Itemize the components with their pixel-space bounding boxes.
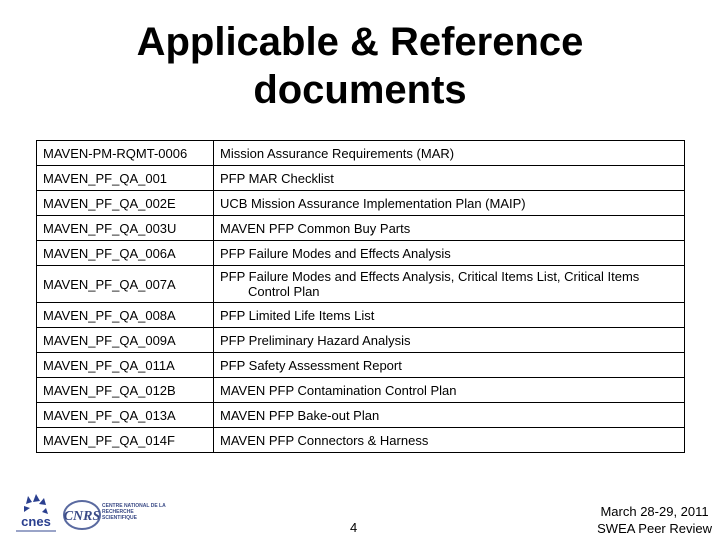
doc-id: MAVEN_PF_QA_011A xyxy=(37,353,214,378)
table-row xyxy=(37,191,685,216)
cnrs-logo xyxy=(62,495,172,537)
doc-title: PFP MAR Checklist xyxy=(214,166,685,191)
table-row xyxy=(37,303,685,328)
footer-info xyxy=(597,503,712,537)
doc-title: MAVEN PFP Contamination Control Plan xyxy=(214,378,685,403)
doc-title: PFP Preliminary Hazard Analysis xyxy=(214,328,685,353)
doc-title: PFP Limited Life Items List xyxy=(214,303,685,328)
doc-title-text: PFP Failure Modes and Effects Analysis, Critical Items List, Critical Items Control Plan xyxy=(220,269,640,299)
table-row xyxy=(37,166,685,191)
cnrs-logo-text: CNRS xyxy=(63,509,101,524)
doc-id: MAVEN_PF_QA_008A xyxy=(37,303,214,328)
table-row xyxy=(37,403,685,428)
doc-title xyxy=(214,266,685,303)
doc-id: MAVEN_PF_QA_014F xyxy=(37,428,214,453)
doc-id: MAVEN-PM-RQMT-0006 xyxy=(37,141,214,166)
table-row xyxy=(37,241,685,266)
table-row xyxy=(37,378,685,403)
footer-event: SWEA Peer Review xyxy=(597,521,712,536)
table-row xyxy=(37,266,685,303)
footer-date: March 28-29, 2011 xyxy=(600,504,709,519)
table-row xyxy=(37,353,685,378)
doc-id: MAVEN_PF_QA_003U xyxy=(37,216,214,241)
title-line-1: Applicable & Reference xyxy=(136,20,584,64)
table-row xyxy=(37,428,685,453)
doc-title: UCB Mission Assurance Implementation Plan (MAIP) xyxy=(214,191,685,216)
doc-title: Mission Assurance Requirements (MAR) xyxy=(214,141,685,166)
doc-title: PFP Failure Modes and Effects Analysis xyxy=(214,241,685,266)
doc-title: MAVEN PFP Connectors & Harness xyxy=(214,428,685,453)
page-number: 4 xyxy=(350,520,358,535)
title-line-2: documents xyxy=(253,68,467,112)
doc-id: MAVEN_PF_QA_007A xyxy=(37,266,214,303)
doc-title: MAVEN PFP Bake-out Plan xyxy=(214,403,685,428)
doc-title: PFP Safety Assessment Report xyxy=(214,353,685,378)
table-row xyxy=(37,328,685,353)
cnes-logo-text: cnes xyxy=(21,514,51,529)
doc-id: MAVEN_PF_QA_013A xyxy=(37,403,214,428)
doc-id: MAVEN_PF_QA_012B xyxy=(37,378,214,403)
doc-id: MAVEN_PF_QA_002E xyxy=(37,191,214,216)
doc-title: MAVEN PFP Common Buy Parts xyxy=(214,216,685,241)
doc-id: MAVEN_PF_QA_009A xyxy=(37,328,214,353)
page-title xyxy=(0,18,720,114)
cnrs-logo-subtext: CENTRE NATIONAL DE LA RECHERCHE SCIENTIFIQUE xyxy=(102,503,166,521)
doc-id: MAVEN_PF_QA_001 xyxy=(37,166,214,191)
table-row xyxy=(37,216,685,241)
doc-id: MAVEN_PF_QA_006A xyxy=(37,241,214,266)
table-row xyxy=(37,141,685,166)
cnes-logo xyxy=(10,492,62,536)
documents-table xyxy=(36,140,685,453)
